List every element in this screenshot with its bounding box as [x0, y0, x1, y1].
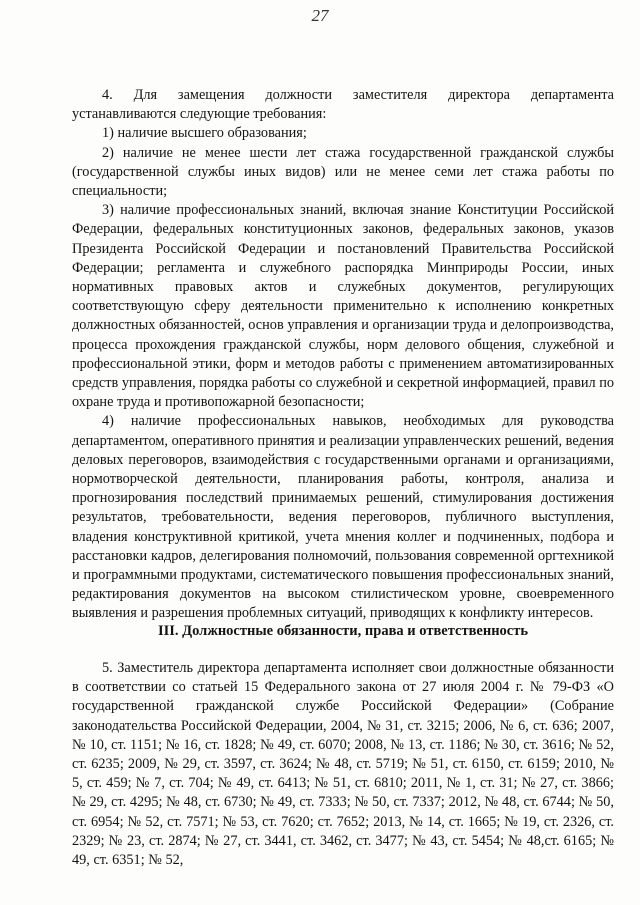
- requirement-item-4: 4) наличие профессиональных навыков, необходимых для руководства департаментом, оперативного принятия и реализации управленческих решений, ведения деловых переговоров, взаимодействия с государственными органами и организациями, нормотворческой деятельности, планирования работы, контроля, анализа и прогнозирования последствий принимаемых решений, стимулирования достижения результатов, требовательности, ведения переговоров, публичного выступления, владения конструктивной критикой, учета мнения коллег и подчиненных, подбора и расстановки кадров, делегирования полномочий, пользования современной оргтехникой и программными продуктами, систематического повышения профессиональных знаний, редактирования документов на высоком стилистическом уровне, своевременного выявления и разрешения проблемных ситуаций, приводящих к конфликту интересов.: [72, 413, 614, 622]
- section-paragraph-5: 5. Заместитель директора департамента исполняет свои должностные обязанности в соответствии со статьей 15 Федерального закона от 27 июля 2004 г. № 79-ФЗ «О государственной гражданской службе Российской Федерации» (Собрание законодательства Российской Федерации, 2004, № 31, ст. 3215; 2006, № 6, ст. 636; 2007, № 10, ст. 1151; № 16, ст. 1828; № 49, ст. 6070; 2008, № 13, ст. 1186; № 30, ст. 3616; № 52, ст. 6235; 2009, № 29, ст. 3597, ст. 3624; № 48, ст. 5719; № 51, ст. 6150, ст. 6159; 2010, № 5, ст. 459; № 7, ст. 704; № 49, ст. 6413; № 51, ст. 6810; 2011, № 1, ст. 31; № 27, ст. 3866; № 29, ст. 4295; № 48, ст. 6730; № 49, ст. 7333; № 50, ст. 7337; 2012, № 48, ст. 6744; № 50, ст. 6954; № 52, ст. 7571; № 53, ст. 7620; ст. 7652; 2013, № 14, ст. 1665; № 19, ст. 2326, ст. 2329; № 23, ст. 2874; № 27, ст. 3441, ст. 3462, ст. 3477; № 43, ст. 5454; № 48,ст. 6165; № 49, ст. 6351; № 52,: [72, 660, 614, 869]
- requirement-item-1: 1) наличие высшего образования;: [102, 125, 307, 142]
- section-heading: III. Должностные обязанности, права и ответственность: [157, 623, 529, 639]
- requirements-intro: 4. Для замещения должности заместителя директора департамента устанавливаются следующие требования:: [72, 87, 614, 123]
- requirement-item-2: 2) наличие не менее шести лет стажа государственной гражданской службы (государственной службы иных видов) или не менее семи лет стажа работы по специальности;: [72, 144, 614, 200]
- requirements-block: [72, 86, 614, 624]
- page-number: 27: [311, 6, 329, 25]
- requirement-item-3: 3) наличие профессиональных знаний, включая знание Конституции Российской Федерации, федеральных конституционных законов, федеральных законов, указов Президента Российской Федерации и постановлений Правительства Российской Федерации; регламента и служебного распорядка Минприроды России, иных нормативных правовых актов и служебных документов, регулирующих соответствующую сферу деятельности применительно к исполнению конкретных должностных обязанностей, основ управления и организации труда и делопроизводства, процесса прохождения гражданской службы, норм делового общения, служебной и профессиональной этики, форм и методов работы с применением автоматизированных средств управления, порядка работы со служебной и секретной информацией, правил по охране труда и противопожарной безопасности;: [72, 202, 614, 411]
- section-body: [72, 659, 614, 870]
